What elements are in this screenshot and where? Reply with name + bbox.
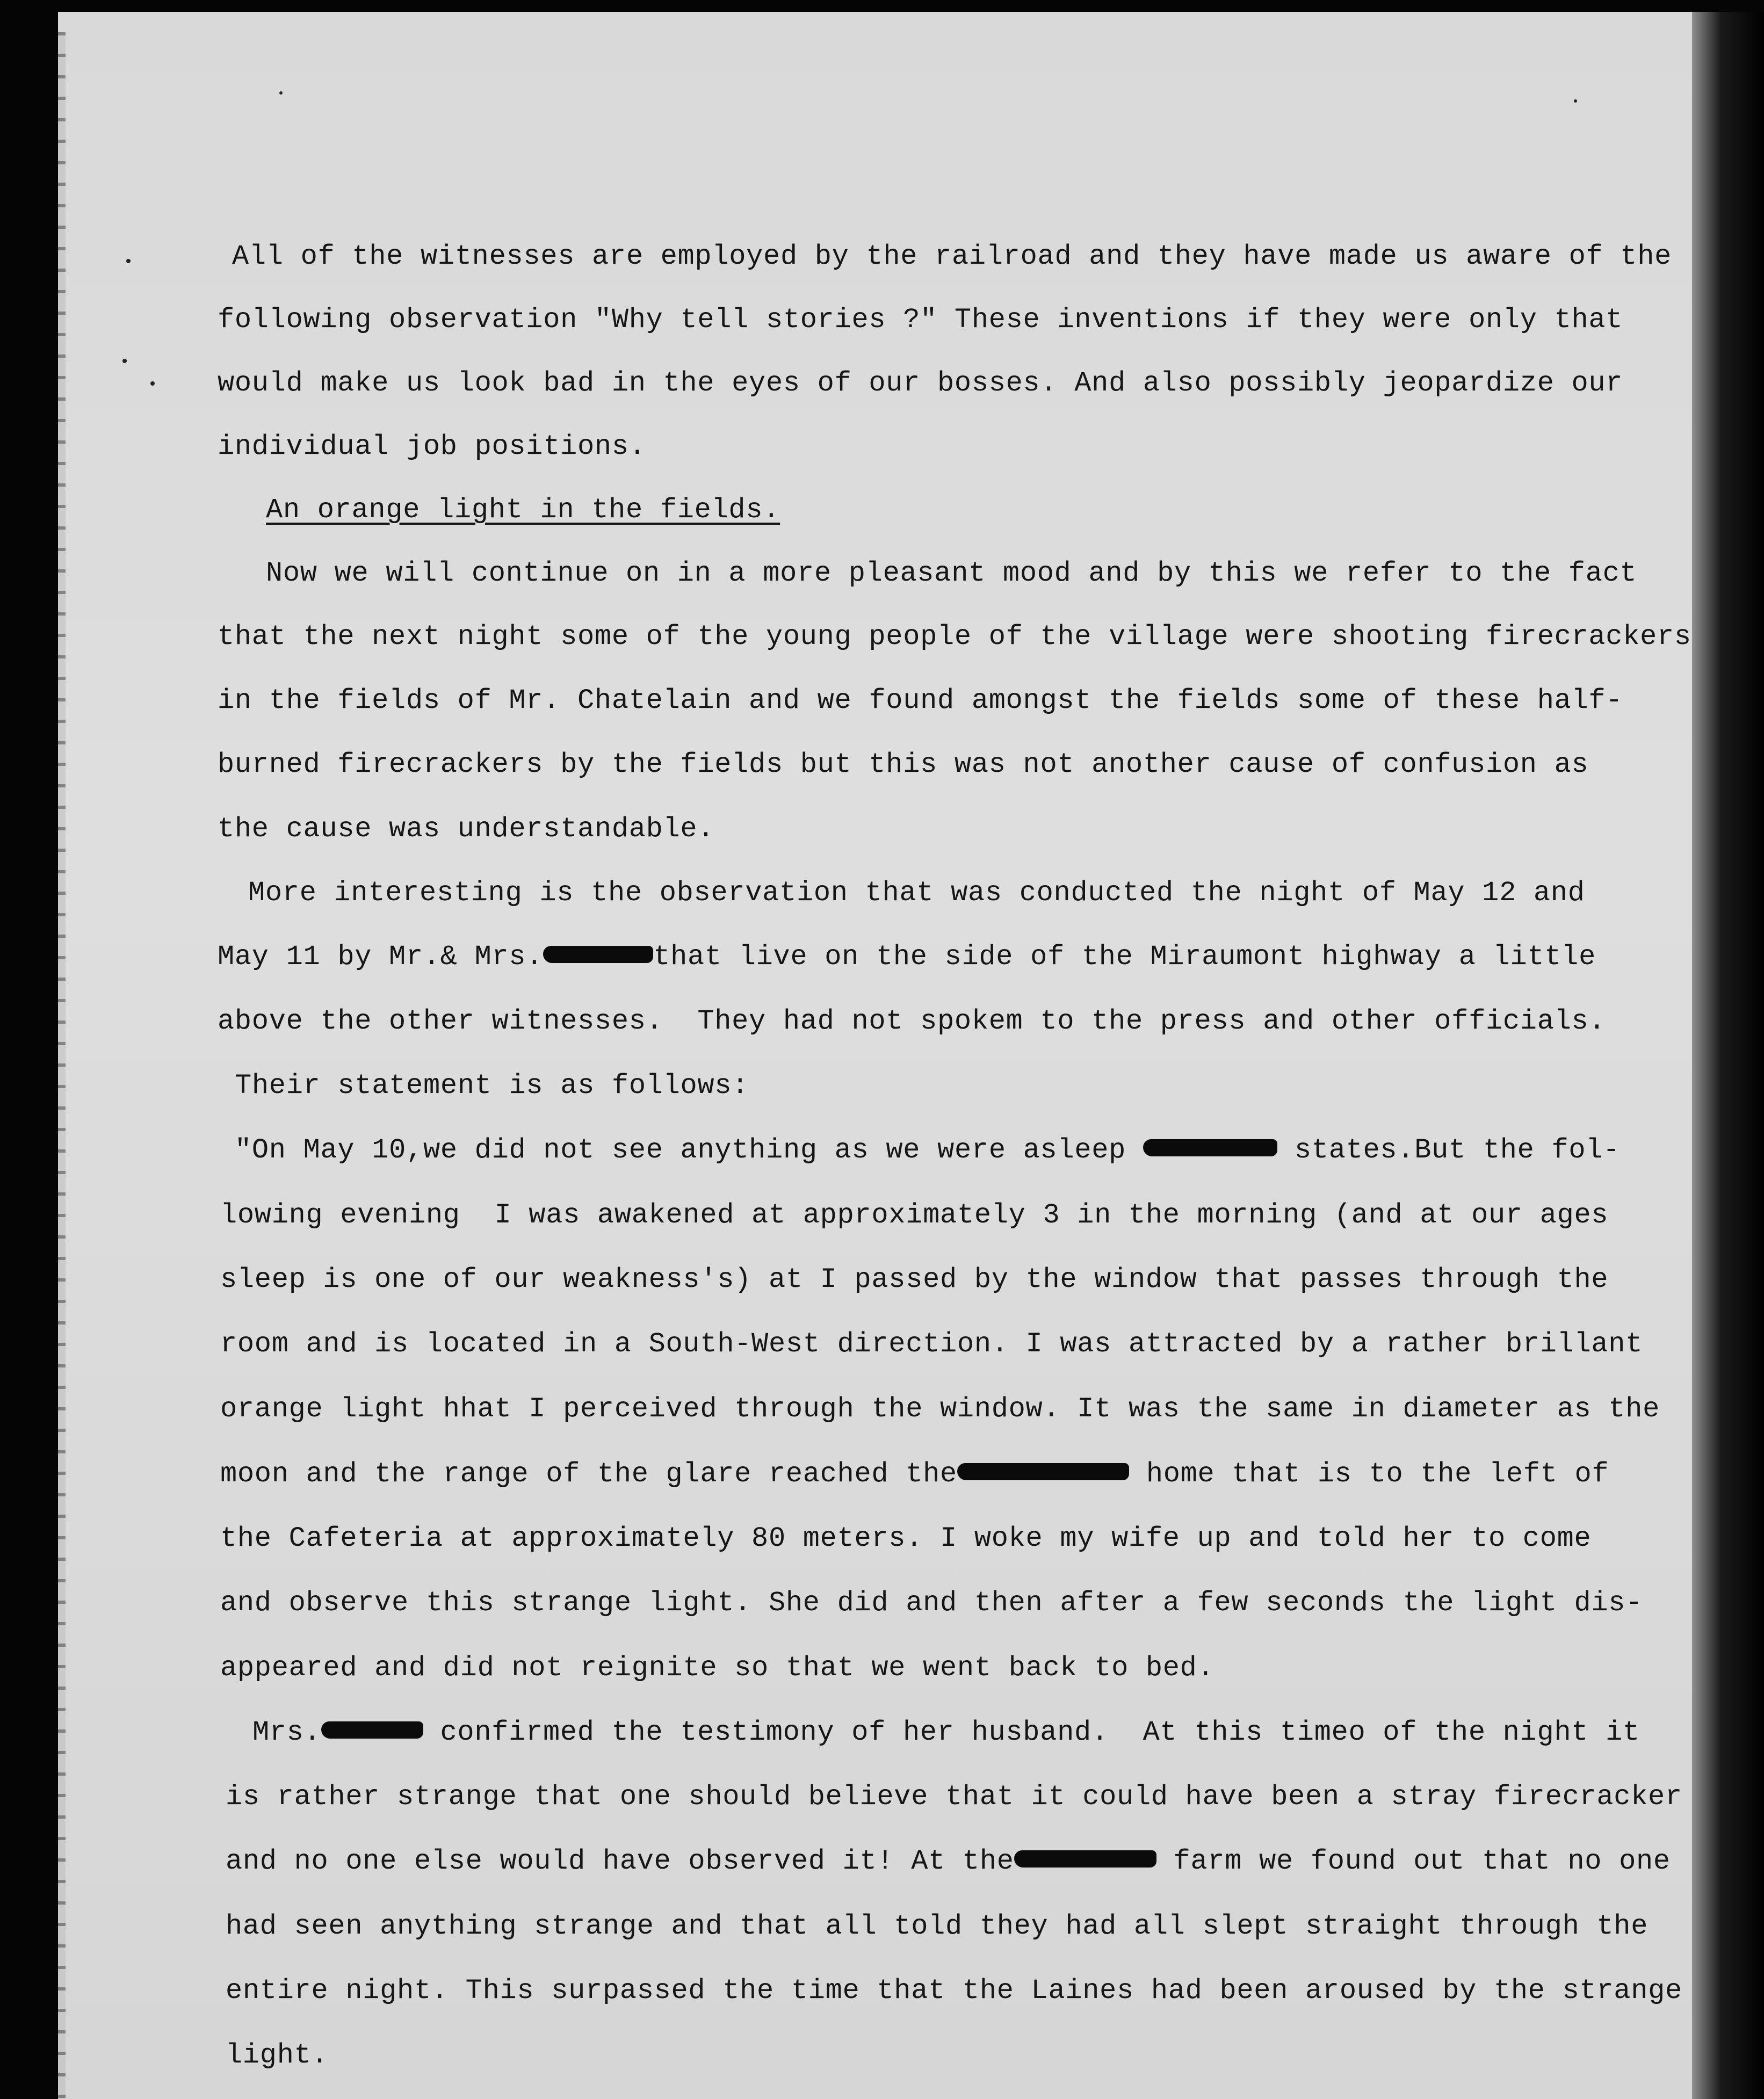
- text-line: the Cafeteria at approximately 80 meters. I woke my wife up and told her to come: [220, 1523, 1592, 1554]
- text-line: [252, 1719, 1640, 1747]
- text-line: lowing evening I was awakened at approximately 3 in the morning (and at our ages: [220, 1199, 1609, 1231]
- text-line: individual job positions.: [218, 431, 646, 462]
- margin-mark: [122, 359, 127, 363]
- text-line: room and is located in a South-West direction. I was attracted by a rather brillant: [220, 1328, 1643, 1360]
- text-fragment: home that is to the left of: [1146, 1458, 1609, 1490]
- text-fragment: confirmed the testimony of her husband. At this timeo of the night it: [440, 1717, 1640, 1748]
- text-fragment: Mrs.: [252, 1717, 321, 1748]
- text-fragment: May 11 by Mr.& Mrs.: [218, 941, 544, 973]
- text-line: and observe this strange light. She did and then after a few seconds the light dis-: [220, 1587, 1643, 1619]
- section-heading: An orange light in the fields.: [266, 494, 780, 526]
- text-line: light.: [226, 2039, 329, 2071]
- text-fragment: farm we found out that no one: [1173, 1845, 1671, 1877]
- text-line: [235, 1134, 1621, 1166]
- sheet-right-edge: [1692, 12, 1764, 2099]
- redaction-mark: [957, 1463, 1129, 1480]
- margin-mark: [126, 259, 131, 263]
- text-line: Now we will continue on in a more pleasant mood and by this we refer to the fact: [266, 558, 1637, 589]
- text-line: above the other witnesses. They had not spokem to the press and other officials.: [218, 1005, 1606, 1037]
- text-line: [226, 1845, 1671, 1877]
- text-line: would make us look bad in the eyes of our bosses. And also possibly jeopardize our: [218, 367, 1623, 399]
- text-fragment: states.But the fol-: [1294, 1134, 1621, 1166]
- text-line: More interesting is the observation that was conducted the night of May 12 and: [248, 877, 1585, 909]
- text-line: had seen anything strange and that all told they had all slept straight through the: [226, 1910, 1649, 1942]
- redaction-mark: [321, 1721, 423, 1739]
- text-line: following observation "Why tell stories ?" These inventions if they were only that: [218, 304, 1623, 336]
- text-line: that the next night some of the young people of the village were shooting firecrackers: [218, 621, 1691, 653]
- redaction-mark: [1014, 1850, 1156, 1868]
- text-line: appeared and did not reignite so that we went back to bed.: [220, 1652, 1214, 1684]
- redaction-mark: [543, 946, 653, 963]
- text-line: burned firecrackers by the fields but this was not another cause of confusion as: [218, 749, 1589, 780]
- text-line: [218, 943, 1596, 971]
- text-line: entire night. This surpassed the time that the Laines had been aroused by the strange: [226, 1975, 1682, 2007]
- redaction-mark: [1143, 1139, 1277, 1156]
- text-line: orange light hhat I perceived through the window. It was the same in diameter as the: [220, 1393, 1660, 1425]
- text-line: in the fields of Mr. Chatelain and we found amongst the fields some of these half-: [218, 685, 1623, 716]
- text-fragment: "On May 10,we did not see anything as we were asleep: [235, 1134, 1126, 1166]
- text-fragment: and no one else would have observed it! At the: [226, 1845, 1014, 1877]
- margin-mark: [150, 381, 155, 386]
- text-line: Their statement is as follows:: [235, 1070, 749, 1102]
- text-fragment: that live on the side of the Miraumont highway a little: [653, 941, 1596, 973]
- margin-mark: [1574, 99, 1577, 103]
- text-fragment: moon and the range of the glare reached the: [220, 1458, 957, 1490]
- text-line: the cause was understandable.: [218, 813, 715, 845]
- text-line: is rather strange that one should believe that it could have been a stray firecracker: [226, 1781, 1682, 1813]
- text-line: [220, 1460, 1609, 1488]
- text-line: All of the witnesses are employed by the railroad and they have made us aware of the: [232, 241, 1672, 272]
- text-line: sleep is one of our weakness's) at I passed by the window that passes through the: [220, 1264, 1609, 1295]
- sheet-left-edge: [58, 32, 66, 2099]
- margin-mark: [279, 91, 283, 95]
